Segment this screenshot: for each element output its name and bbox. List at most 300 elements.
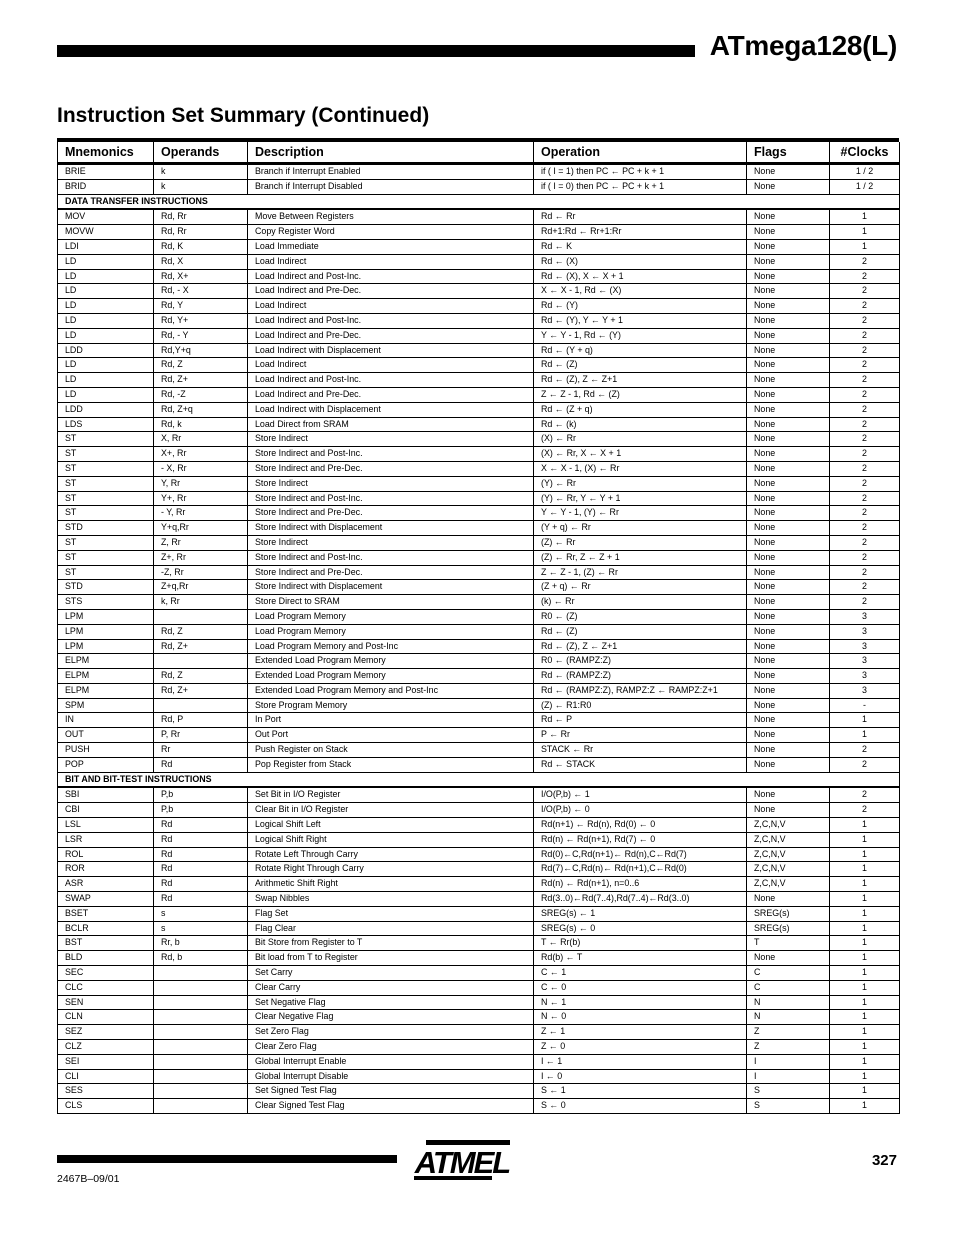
operands-cell: P, Rr	[154, 728, 248, 743]
operands-cell: k	[154, 179, 248, 194]
table-row	[58, 580, 900, 595]
description-cell: Extended Load Program Memory	[248, 654, 534, 669]
description-cell: Logical Shift Left	[248, 818, 534, 833]
operation-cell: Rd ← (Z + q)	[534, 402, 747, 417]
table-row	[58, 1054, 900, 1069]
mnemonic-cell: BRID	[58, 179, 154, 194]
operation-cell: Rd ← (Z), Z ← Z+1	[534, 639, 747, 654]
flags-cell: None	[747, 639, 830, 654]
flags-cell: Z,C,N,V	[747, 862, 830, 877]
operands-cell: Rd	[154, 832, 248, 847]
flags-cell: None	[747, 787, 830, 802]
mnemonic-cell: ST	[58, 476, 154, 491]
operation-cell: if ( I = 1) then PC ← PC + k + 1	[534, 164, 747, 180]
mnemonic-cell: PUSH	[58, 743, 154, 758]
mnemonic-cell: LD	[58, 358, 154, 373]
operation-cell: R0 ← (Z)	[534, 609, 747, 624]
flags-cell: None	[747, 387, 830, 402]
operands-cell: Rd	[154, 757, 248, 772]
clocks-cell: 2	[830, 461, 900, 476]
flags-cell: T	[747, 936, 830, 951]
clocks-cell: 2	[830, 299, 900, 314]
operands-cell: P,b	[154, 803, 248, 818]
clocks-cell: 2	[830, 254, 900, 269]
operands-cell	[154, 1010, 248, 1025]
operation-cell: I/O(P,b) ← 1	[534, 787, 747, 802]
clocks-cell: 2	[830, 269, 900, 284]
operation-cell: Rd ← (RAMPZ:Z)	[534, 669, 747, 684]
operation-cell: C ← 0	[534, 980, 747, 995]
description-cell: Store Indirect and Pre-Dec.	[248, 461, 534, 476]
flags-cell: None	[747, 669, 830, 684]
operation-cell: Rd ← (Y), Y ← Y + 1	[534, 313, 747, 328]
operation-cell: P ← Rr	[534, 728, 747, 743]
description-cell: Set Carry	[248, 966, 534, 981]
table-row	[58, 787, 900, 802]
clocks-cell: 2	[830, 432, 900, 447]
operation-cell: N ← 0	[534, 1010, 747, 1025]
page-number: 327	[871, 1152, 897, 1169]
clocks-cell: 2	[830, 743, 900, 758]
operation-cell: Rd ← (Z)	[534, 624, 747, 639]
flags-cell: Z,C,N,V	[747, 877, 830, 892]
mnemonic-cell: CLS	[58, 1099, 154, 1114]
mnemonic-cell: LDS	[58, 417, 154, 432]
operands-cell: Rd, Z+	[154, 639, 248, 654]
table-row	[58, 936, 900, 951]
flags-cell: None	[747, 254, 830, 269]
clocks-cell: 1	[830, 921, 900, 936]
operands-cell: Z+, Rr	[154, 550, 248, 565]
operation-cell: C ← 1	[534, 966, 747, 981]
operands-cell: -Z, Rr	[154, 565, 248, 580]
mnemonic-cell: SPM	[58, 698, 154, 713]
operation-cell: Z ← Z - 1, (Z) ← Rr	[534, 565, 747, 580]
operation-cell: Rd(n) ← Rd(n+1), n=0..6	[534, 877, 747, 892]
operands-cell: Rd, Z+	[154, 373, 248, 388]
flags-cell: None	[747, 683, 830, 698]
flags-cell: None	[747, 728, 830, 743]
operation-cell: SREG(s) ← 0	[534, 921, 747, 936]
flags-cell: None	[747, 461, 830, 476]
description-cell: Swap Nibbles	[248, 892, 534, 907]
mnemonic-cell: LD	[58, 373, 154, 388]
flags-cell: None	[747, 476, 830, 491]
clocks-cell: 1	[830, 892, 900, 907]
clocks-cell: 2	[830, 387, 900, 402]
table-row	[58, 447, 900, 462]
clocks-cell: 2	[830, 328, 900, 343]
operands-cell: Rd, Rr	[154, 225, 248, 240]
table-row	[58, 476, 900, 491]
clocks-cell: 1	[830, 1025, 900, 1040]
table-row	[58, 1040, 900, 1055]
flags-cell: S	[747, 1099, 830, 1114]
flags-cell: None	[747, 313, 830, 328]
mnemonic-cell: SEZ	[58, 1025, 154, 1040]
operands-cell: - X, Rr	[154, 461, 248, 476]
clocks-cell: 3	[830, 654, 900, 669]
mnemonic-cell: SEI	[58, 1054, 154, 1069]
operation-cell: Rd(3..0)←Rd(7..4),Rd(7..4)←Rd(3..0)	[534, 892, 747, 907]
operation-cell: S ← 1	[534, 1084, 747, 1099]
operands-cell: Rd, Z	[154, 624, 248, 639]
clocks-cell: -	[830, 698, 900, 713]
mnemonic-cell: LPM	[58, 624, 154, 639]
operands-cell: Rd, X+	[154, 269, 248, 284]
table-row	[58, 892, 900, 907]
table-row	[58, 506, 900, 521]
instruction-table	[57, 142, 900, 1114]
flags-cell: None	[747, 521, 830, 536]
operation-cell: Rd ← P	[534, 713, 747, 728]
flags-cell: None	[747, 179, 830, 194]
mnemonic-cell: LSL	[58, 818, 154, 833]
mnemonic-cell: ST	[58, 535, 154, 550]
table-row	[58, 921, 900, 936]
section-heading: DATA TRANSFER INSTRUCTIONS	[58, 194, 900, 209]
table-row	[58, 1025, 900, 1040]
operands-cell: X, Rr	[154, 432, 248, 447]
flags-cell: None	[747, 402, 830, 417]
description-cell: Set Negative Flag	[248, 995, 534, 1010]
mnemonic-cell: LD	[58, 313, 154, 328]
description-cell: Load Indirect and Pre-Dec.	[248, 284, 534, 299]
clocks-cell: 2	[830, 491, 900, 506]
operation-cell: Z ← 1	[534, 1025, 747, 1040]
operation-cell: SREG(s) ← 1	[534, 906, 747, 921]
operands-cell	[154, 1069, 248, 1084]
operands-cell: Rd	[154, 877, 248, 892]
operation-cell: T ← Rr(b)	[534, 936, 747, 951]
operands-cell: Rd	[154, 862, 248, 877]
column-header-mnemonics: Mnemonics	[58, 142, 154, 164]
description-cell: Bit Store from Register to T	[248, 936, 534, 951]
mnemonic-cell: BLD	[58, 951, 154, 966]
description-cell: Store Indirect and Pre-Dec.	[248, 506, 534, 521]
operation-cell: Rd(b) ← T	[534, 951, 747, 966]
flags-cell: N	[747, 995, 830, 1010]
description-cell: Move Between Registers	[248, 209, 534, 224]
operands-cell: s	[154, 921, 248, 936]
flags-cell: None	[747, 299, 830, 314]
description-cell: Rotate Right Through Carry	[248, 862, 534, 877]
operation-cell: Y ← Y - 1, Rd ← (Y)	[534, 328, 747, 343]
mnemonic-cell: ST	[58, 550, 154, 565]
clocks-cell: 2	[830, 535, 900, 550]
operation-cell: (Z) ← R1:R0	[534, 698, 747, 713]
table-row	[58, 164, 900, 180]
flags-cell: Z,C,N,V	[747, 847, 830, 862]
description-cell: Load Direct from SRAM	[248, 417, 534, 432]
clocks-cell: 2	[830, 358, 900, 373]
description-cell: Store Indirect and Post-Inc.	[248, 550, 534, 565]
operands-cell: Rd,Y+q	[154, 343, 248, 358]
mnemonic-cell: SES	[58, 1084, 154, 1099]
mnemonic-cell: BRIE	[58, 164, 154, 180]
flags-cell: None	[747, 535, 830, 550]
description-cell: Arithmetic Shift Right	[248, 877, 534, 892]
operation-cell: I/O(P,b) ← 0	[534, 803, 747, 818]
table-row	[58, 373, 900, 388]
operands-cell: Rd, K	[154, 239, 248, 254]
flags-cell: SREG(s)	[747, 921, 830, 936]
description-cell: Branch if Interrupt Enabled	[248, 164, 534, 180]
table-row	[58, 966, 900, 981]
flags-cell: I	[747, 1054, 830, 1069]
clocks-cell: 1 / 2	[830, 179, 900, 194]
operands-cell	[154, 995, 248, 1010]
mnemonic-cell: LDD	[58, 402, 154, 417]
table-row	[58, 535, 900, 550]
operation-cell: Rd(7)←C,Rd(n)← Rd(n+1),C←Rd(0)	[534, 862, 747, 877]
operation-cell: Rd ← (Z)	[534, 358, 747, 373]
table-row	[58, 698, 900, 713]
mnemonic-cell: ELPM	[58, 683, 154, 698]
flags-cell: None	[747, 803, 830, 818]
table-row	[58, 906, 900, 921]
mnemonic-cell: BSET	[58, 906, 154, 921]
operation-cell: (Z) ← Rr	[534, 535, 747, 550]
table-body	[58, 164, 900, 1114]
clocks-cell: 2	[830, 580, 900, 595]
operation-cell: N ← 1	[534, 995, 747, 1010]
mnemonic-cell: ELPM	[58, 669, 154, 684]
clocks-cell: 1	[830, 1084, 900, 1099]
mnemonic-cell: LD	[58, 299, 154, 314]
operation-cell: Y ← Y - 1, (Y) ← Rr	[534, 506, 747, 521]
clocks-cell: 2	[830, 284, 900, 299]
operands-cell: Rd	[154, 847, 248, 862]
operands-cell: Rd, Z	[154, 669, 248, 684]
flags-cell: None	[747, 698, 830, 713]
operands-cell: Rd	[154, 892, 248, 907]
operation-cell: Rd ← (X)	[534, 254, 747, 269]
column-header-operands: Operands	[154, 142, 248, 164]
description-cell: Store Direct to SRAM	[248, 595, 534, 610]
description-cell: Rotate Left Through Carry	[248, 847, 534, 862]
mnemonic-cell: SWAP	[58, 892, 154, 907]
operands-cell: k	[154, 164, 248, 180]
table-row	[58, 225, 900, 240]
description-cell: Load Indirect with Displacement	[248, 343, 534, 358]
description-cell: Clear Signed Test Flag	[248, 1099, 534, 1114]
description-cell: Store Indirect with Displacement	[248, 521, 534, 536]
clocks-cell: 1	[830, 980, 900, 995]
section-title: Instruction Set Summary (Continued)	[57, 104, 430, 127]
description-cell: Push Register on Stack	[248, 743, 534, 758]
clocks-cell: 2	[830, 506, 900, 521]
description-cell: Load Indirect	[248, 358, 534, 373]
table-row	[58, 328, 900, 343]
mnemonic-cell: CLC	[58, 980, 154, 995]
mnemonic-cell: ROR	[58, 862, 154, 877]
table-section-row	[58, 194, 900, 209]
operands-cell: - Y, Rr	[154, 506, 248, 521]
description-cell: Load Program Memory	[248, 609, 534, 624]
table-row	[58, 179, 900, 194]
mnemonic-cell: ST	[58, 506, 154, 521]
table-row	[58, 743, 900, 758]
flags-cell: Z	[747, 1040, 830, 1055]
flags-cell: None	[747, 343, 830, 358]
column-header-clocks: #Clocks	[830, 142, 900, 164]
mnemonic-cell: LPM	[58, 639, 154, 654]
clocks-cell: 2	[830, 417, 900, 432]
flags-cell: None	[747, 654, 830, 669]
operation-cell: Rd ← Rr	[534, 209, 747, 224]
description-cell: Store Indirect and Pre-Dec.	[248, 565, 534, 580]
operands-cell: Rd	[154, 818, 248, 833]
operands-cell: Z, Rr	[154, 535, 248, 550]
table-row	[58, 254, 900, 269]
operation-cell: R0 ← (RAMPZ:Z)	[534, 654, 747, 669]
mnemonic-cell: POP	[58, 757, 154, 772]
clocks-cell: 2	[830, 343, 900, 358]
table-row	[58, 995, 900, 1010]
clocks-cell: 1	[830, 239, 900, 254]
table-row	[58, 521, 900, 536]
description-cell: Clear Negative Flag	[248, 1010, 534, 1025]
table-row	[58, 683, 900, 698]
description-cell: Flag Set	[248, 906, 534, 921]
description-cell: Load Indirect and Post-Inc.	[248, 269, 534, 284]
operands-cell: Rd, Z+q	[154, 402, 248, 417]
clocks-cell: 1	[830, 847, 900, 862]
clocks-cell: 2	[830, 521, 900, 536]
clocks-cell: 1	[830, 1010, 900, 1025]
operation-cell: Rd(n+1) ← Rd(n), Rd(0) ← 0	[534, 818, 747, 833]
svg-text:ATMEL: ATMEL	[414, 1145, 510, 1180]
operands-cell: Rd, - Y	[154, 328, 248, 343]
flags-cell: Z	[747, 1025, 830, 1040]
flags-cell: None	[747, 164, 830, 180]
operands-cell: Y+, Rr	[154, 491, 248, 506]
mnemonic-cell: MOVW	[58, 225, 154, 240]
operands-cell	[154, 966, 248, 981]
operands-cell	[154, 1099, 248, 1114]
operation-cell: Rd ← (Y)	[534, 299, 747, 314]
description-cell: Store Indirect	[248, 476, 534, 491]
flags-cell: None	[747, 417, 830, 432]
flags-cell: None	[747, 595, 830, 610]
table-row	[58, 832, 900, 847]
description-cell: Load Program Memory and Post-Inc	[248, 639, 534, 654]
document-title: ATmega128(L)	[709, 30, 897, 61]
operation-cell: (Y + q) ← Rr	[534, 521, 747, 536]
table-row	[58, 239, 900, 254]
flags-cell: None	[747, 491, 830, 506]
mnemonic-cell: IN	[58, 713, 154, 728]
clocks-cell: 2	[830, 803, 900, 818]
mnemonic-cell: CLZ	[58, 1040, 154, 1055]
mnemonic-cell: OUT	[58, 728, 154, 743]
mnemonic-cell: LPM	[58, 609, 154, 624]
clocks-cell: 2	[830, 313, 900, 328]
operands-cell: Y+q,Rr	[154, 521, 248, 536]
clocks-cell: 2	[830, 565, 900, 580]
description-cell: Load Indirect and Pre-Dec.	[248, 387, 534, 402]
description-cell: Clear Bit in I/O Register	[248, 803, 534, 818]
clocks-cell: 3	[830, 609, 900, 624]
clocks-cell: 2	[830, 787, 900, 802]
description-cell: Load Indirect and Post-Inc.	[248, 313, 534, 328]
operands-cell: Rd, b	[154, 951, 248, 966]
table-row	[58, 343, 900, 358]
mnemonic-cell: CLN	[58, 1010, 154, 1025]
operands-cell: Rr, b	[154, 936, 248, 951]
table-row	[58, 757, 900, 772]
mnemonic-cell: LSR	[58, 832, 154, 847]
flags-cell: None	[747, 239, 830, 254]
table-row	[58, 595, 900, 610]
flags-cell: C	[747, 966, 830, 981]
table-row	[58, 461, 900, 476]
flags-cell: None	[747, 892, 830, 907]
clocks-cell: 1	[830, 209, 900, 224]
mnemonic-cell: LDD	[58, 343, 154, 358]
table-row	[58, 402, 900, 417]
mnemonic-cell: CLI	[58, 1069, 154, 1084]
clocks-cell: 1	[830, 1040, 900, 1055]
clocks-cell: 1	[830, 936, 900, 951]
mnemonic-cell: STD	[58, 521, 154, 536]
operands-cell	[154, 654, 248, 669]
operands-cell: Rr	[154, 743, 248, 758]
description-cell: Load Indirect and Pre-Dec.	[248, 328, 534, 343]
flags-cell: None	[747, 550, 830, 565]
operation-cell: Rd+1:Rd ← Rr+1:Rr	[534, 225, 747, 240]
description-cell: Store Indirect	[248, 535, 534, 550]
atmel-logo	[412, 1138, 512, 1184]
flags-cell: None	[747, 506, 830, 521]
flags-cell: None	[747, 624, 830, 639]
operation-cell: (k) ← Rr	[534, 595, 747, 610]
operands-cell: Rd, Y	[154, 299, 248, 314]
table-row	[58, 299, 900, 314]
description-cell: Store Indirect and Post-Inc.	[248, 447, 534, 462]
description-cell: Clear Carry	[248, 980, 534, 995]
description-cell: Load Indirect and Post-Inc.	[248, 373, 534, 388]
description-cell: Extended Load Program Memory	[248, 669, 534, 684]
table-row	[58, 550, 900, 565]
clocks-cell: 1	[830, 728, 900, 743]
table-row	[58, 565, 900, 580]
table-row	[58, 818, 900, 833]
operands-cell: Z+q,Rr	[154, 580, 248, 595]
clocks-cell: 3	[830, 639, 900, 654]
table-row	[58, 980, 900, 995]
table-row	[58, 862, 900, 877]
table-row	[58, 847, 900, 862]
description-cell: Clear Zero Flag	[248, 1040, 534, 1055]
clocks-cell: 1	[830, 951, 900, 966]
clocks-cell: 1	[830, 713, 900, 728]
flags-cell: C	[747, 980, 830, 995]
description-cell: Out Port	[248, 728, 534, 743]
operation-cell: I ← 1	[534, 1054, 747, 1069]
header-rule	[57, 45, 695, 57]
description-cell: Bit load from T to Register	[248, 951, 534, 966]
description-cell: Flag Clear	[248, 921, 534, 936]
operation-cell: if ( I = 0) then PC ← PC + k + 1	[534, 179, 747, 194]
table-row	[58, 358, 900, 373]
operation-cell: Rd ← (X), X ← X + 1	[534, 269, 747, 284]
description-cell: Load Program Memory	[248, 624, 534, 639]
description-cell: Copy Register Word	[248, 225, 534, 240]
flags-cell: SREG(s)	[747, 906, 830, 921]
clocks-cell: 1	[830, 1099, 900, 1114]
